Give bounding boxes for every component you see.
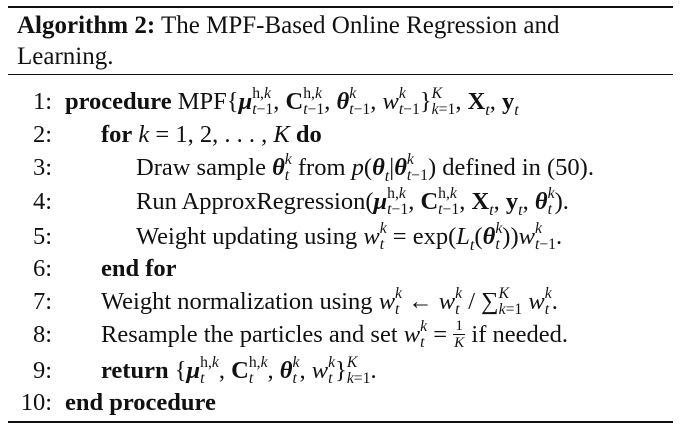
caption-rule xyxy=(8,74,673,75)
line-body xyxy=(65,386,216,420)
keyword-end-for: end for xyxy=(101,255,177,282)
caption-label: Algorithm 2: xyxy=(17,12,156,39)
top-rule xyxy=(8,6,673,8)
line-body: Draw sample θ k t from $p(\theta_t|\theta$ k t−1 ) defined in (50). xyxy=(136,150,594,185)
line-number: 8: xyxy=(32,321,52,348)
line-body: Weight normalization using w k t ← w k t / ∑ K k=1 w k t . xyxy=(101,284,558,319)
keyword-for: for xyxy=(101,121,133,148)
line-number: 1: xyxy=(32,88,52,115)
keyword-return: return xyxy=(101,357,169,384)
keyword-do: do xyxy=(295,121,322,148)
line-body: return {μ h,k t , C h,k t , θ k t , w k t } K k=1 . xyxy=(101,353,377,388)
line-body xyxy=(101,252,177,286)
line-number: 7: xyxy=(32,288,52,315)
keyword-procedure: procedure xyxy=(65,88,172,115)
line-body: for k = 1, 2, . . . , K do xyxy=(101,121,322,148)
algorithm-caption xyxy=(17,10,657,72)
line-body: Weight updating using w k t = $\exp(L_t(\theta$ k t ))w k t−1 . xyxy=(136,219,563,254)
line-number: 6: xyxy=(32,255,52,282)
line-number: 5: xyxy=(32,223,52,250)
line-number: 3: xyxy=(32,154,52,181)
caption-text: The MPF-Based Online Regression and Learning. xyxy=(17,12,560,70)
line-number: 4: xyxy=(32,188,52,215)
bottom-rule xyxy=(8,421,673,423)
procedure-name: MPF xyxy=(177,88,227,115)
line-body: Run ApproxRegression(μ h,k t−1 , C h,k t−1 , $X_t$, $y_t$, θ k t ). xyxy=(136,184,569,219)
line-number: 10: xyxy=(20,389,52,416)
line-number: 9: xyxy=(32,357,52,384)
keyword-end-procedure: end procedure xyxy=(65,389,216,416)
line-number: 2: xyxy=(32,121,52,148)
line-body: Resample the particles and set w k t = $\frac{1}{K}$ if needed. xyxy=(101,316,568,352)
line-body: procedure MPF{μ h,k t−1 , C h,k t−1 , θ k t−1 , w k t−1 } K k=1 , $X_t$, $y_t$ xyxy=(65,84,519,119)
